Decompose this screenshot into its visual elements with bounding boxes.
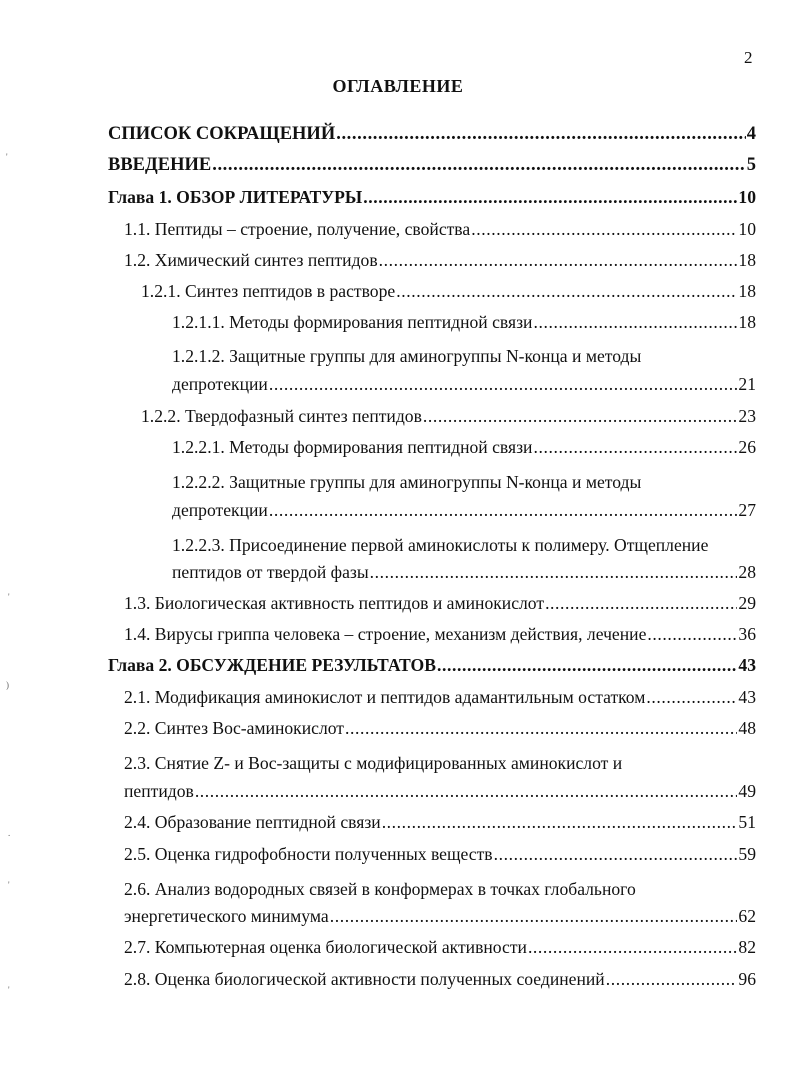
toc-entry-text: 1.3. Биологическая активность пептидов и аминокислот <box>124 593 545 613</box>
toc-page-number: 4 <box>746 124 756 144</box>
toc-entry-1-4[interactable] <box>124 624 756 654</box>
toc-entry-2-2[interactable] <box>124 718 756 748</box>
scan-speck: ' <box>8 880 10 890</box>
toc-entry-1-2[interactable] <box>124 250 756 280</box>
page-number: 2 <box>744 48 753 67</box>
toc-entry-text: 2.2. Синтез Boc-аминокислот <box>124 718 344 738</box>
toc-entry-text: Глава 1. ОБЗОР ЛИТЕРАТУРЫ <box>108 187 363 207</box>
toc-entry-text: 1.2. Химический синтез пептидов <box>124 250 378 270</box>
toc-entry-text: 1.2.2. Твердофазный синтез пептидов <box>141 406 422 426</box>
toc-leader <box>370 562 738 583</box>
page-title: ОГЛАВЛЕНИЕ <box>332 76 464 96</box>
toc-entry-text-cont: пептидов <box>124 781 194 801</box>
toc-entry-text: 1.2.2.1. Методы формирования пептидной связи <box>172 437 533 457</box>
toc-entry-text: 2.3. Снятие Z- и Boc-защиты с модифицированных аминокислот и <box>124 753 623 773</box>
toc-leader <box>437 655 737 676</box>
toc-page-number: 18 <box>738 281 756 301</box>
toc-page-number: 36 <box>738 624 756 644</box>
toc-leader <box>345 718 737 739</box>
toc-entry-text: 2.6. Анализ водородных связей в конформерах в точках глобального <box>124 879 636 899</box>
toc-entry-chapter-1[interactable] <box>108 187 756 217</box>
scan-speck: . <box>8 828 11 838</box>
toc-page-number: 26 <box>738 437 756 457</box>
toc-entry-1-2-2[interactable] <box>141 406 756 436</box>
toc-entry-2-3[interactable] <box>124 781 756 811</box>
toc-entry-1-2-1[interactable] <box>141 281 756 311</box>
toc-page-number: 62 <box>738 906 756 926</box>
toc-page-number: 10 <box>738 187 756 207</box>
toc-entry-text: 1.4. Вирусы гриппа человека – строение, механизм действия, лечение <box>124 624 647 644</box>
toc-entry-1-2-2-2[interactable] <box>172 500 756 530</box>
toc-page-number: 23 <box>738 406 756 426</box>
toc-leader <box>533 312 737 333</box>
toc-leader <box>647 624 737 645</box>
toc-leader <box>269 500 738 521</box>
toc-entry-text-cont: пептидов от твердой фазы <box>172 562 369 582</box>
toc-page-number: 96 <box>738 969 756 989</box>
toc-entry-2-7[interactable] <box>124 937 756 967</box>
toc-entry-1-3[interactable] <box>124 593 756 623</box>
toc-leader <box>528 937 737 958</box>
toc-page-number: 43 <box>738 687 756 707</box>
toc-entry-text: Глава 2. ОБСУЖДЕНИЕ РЕЗУЛЬТАТОВ <box>108 655 436 675</box>
toc-page-number: 43 <box>738 655 756 675</box>
toc-leader <box>212 155 746 176</box>
toc-entry-1-2-2-1[interactable] <box>172 437 756 467</box>
toc-entry-text-cont: депротекции <box>172 374 268 394</box>
toc-entry-text: 2.5. Оценка гидрофобности полученных веществ <box>124 844 493 864</box>
toc-entry-2-4[interactable] <box>124 812 756 842</box>
toc-leader <box>379 250 738 271</box>
toc-entry-2-8[interactable] <box>124 969 756 999</box>
toc-entry-text: ВВЕДЕНИЕ <box>108 155 212 175</box>
toc-entry-text: 1.1. Пептиды – строение, получение, свойства <box>124 219 471 239</box>
toc-leader <box>533 437 737 458</box>
toc-page-number: 29 <box>738 593 756 613</box>
toc-entry-1-2-2-3[interactable] <box>172 562 756 592</box>
toc-page-number: 51 <box>738 812 756 832</box>
toc-entry-text: 2.7. Компьютерная оценка биологической активности <box>124 937 527 957</box>
toc-entry-2-6[interactable] <box>124 906 756 936</box>
toc-entry-chapter-2[interactable] <box>108 655 756 685</box>
toc-entry-1-2-1-2[interactable] <box>172 374 756 404</box>
toc-page-number: 27 <box>738 500 756 520</box>
toc-entry-text: 2.1. Модификация аминокислот и пептидов адамантильным остатком <box>124 687 646 707</box>
toc-entry-text-cont: энергетического минимума <box>124 906 329 926</box>
scan-speck: ' <box>8 985 10 995</box>
toc-entry-text: 1.2.2.3. Присоединение первой аминокислоты к полимеру. Отщепление <box>172 535 709 555</box>
toc-entry-2-5[interactable] <box>124 844 756 874</box>
toc-leader <box>606 969 738 990</box>
toc-leader <box>646 687 737 708</box>
toc-entry-1-2-1-1[interactable] <box>172 312 756 342</box>
toc-page-number: 18 <box>738 250 756 270</box>
toc-entry-introduction[interactable] <box>108 155 756 185</box>
toc-page-number: 49 <box>738 781 756 801</box>
toc-entry-text: 1.2.1.2. Защитные группы для аминогруппы N-конца и методы <box>172 346 642 366</box>
toc-leader <box>396 281 737 302</box>
scan-speck: ' <box>8 592 10 602</box>
toc-leader <box>545 593 737 614</box>
toc-page-number: 82 <box>738 937 756 957</box>
toc-entry-text: 1.2.1.1. Методы формирования пептидной связи <box>172 312 533 332</box>
toc-leader <box>269 374 738 395</box>
toc-entry-text: 2.8. Оценка биологической активности полученных соединений <box>124 969 605 989</box>
toc-entry-text-cont: депротекции <box>172 500 268 520</box>
toc-entry-2-1[interactable] <box>124 687 756 717</box>
scan-speck: ) <box>6 680 9 690</box>
scan-speck: ' <box>6 152 8 162</box>
toc-leader <box>382 812 738 833</box>
toc-page-number: 59 <box>738 844 756 864</box>
toc-entry-text: 1.2.2.2. Защитные группы для аминогруппы N-конца и методы <box>172 472 642 492</box>
toc-page-number: 21 <box>738 374 756 394</box>
toc-leader <box>494 844 738 865</box>
toc-page-number: 10 <box>738 219 756 239</box>
toc-leader <box>471 219 737 240</box>
toc-page-number: 18 <box>738 312 756 332</box>
toc-page-number: 48 <box>738 718 756 738</box>
toc-page-number: 28 <box>738 562 756 582</box>
toc-leader <box>363 187 737 208</box>
toc-entry-text: СПИСОК СОКРАЩЕНИЙ <box>108 124 336 144</box>
toc-entry-text: 1.2.1. Синтез пептидов в растворе <box>141 281 396 301</box>
toc-page-number: 5 <box>746 155 756 175</box>
toc-entry-abbreviations[interactable] <box>108 124 756 154</box>
toc-leader <box>330 906 738 927</box>
toc-entry-1-1[interactable] <box>124 219 756 249</box>
toc-entry-text: 2.4. Образование пептидной связи <box>124 812 381 832</box>
toc-leader <box>423 406 738 427</box>
toc-leader <box>336 124 746 145</box>
toc-leader <box>195 781 738 802</box>
